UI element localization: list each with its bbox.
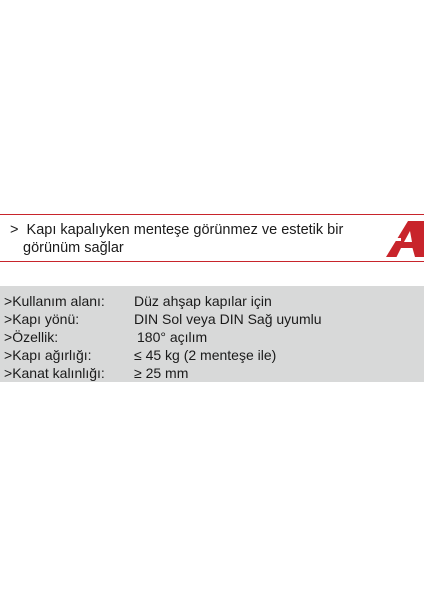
spec-marker: > xyxy=(4,347,13,363)
spec-value: ≥ 25 mm xyxy=(134,365,189,381)
spec-marker: > xyxy=(4,365,13,381)
spec-value: DIN Sol veya DIN Sağ uyumlu xyxy=(134,311,322,327)
spec-marker: > xyxy=(4,311,13,327)
feature-highlight-box xyxy=(0,214,424,262)
spec-label: >Kullanım alanı: xyxy=(4,293,105,309)
feature-marker: > xyxy=(10,222,19,238)
feature-line-1 xyxy=(10,221,370,239)
feature-text-line-1: Kapı kapalıyken menteşe görünmez ve estetik bir xyxy=(26,222,344,238)
feature-description xyxy=(10,221,370,257)
spec-label: >Kapı yönü: xyxy=(4,311,80,327)
spec-label: >Kapı ağırlığı: xyxy=(4,347,92,363)
spec-value: 180° açılım xyxy=(137,329,208,345)
spec-label: >Özellik: xyxy=(4,329,59,345)
spec-marker: > xyxy=(4,329,13,345)
specifications-box xyxy=(0,286,424,382)
spec-marker: > xyxy=(4,293,13,309)
feature-text-line-2: görünüm sağlar xyxy=(23,240,124,256)
spec-value: ≤ 45 kg (2 menteşe ile) xyxy=(134,347,277,363)
spec-value: Düz ahşap kapılar için xyxy=(134,293,272,309)
brand-a-logo-icon xyxy=(386,221,424,257)
spec-label: >Kanat kalınlığı: xyxy=(4,365,105,381)
